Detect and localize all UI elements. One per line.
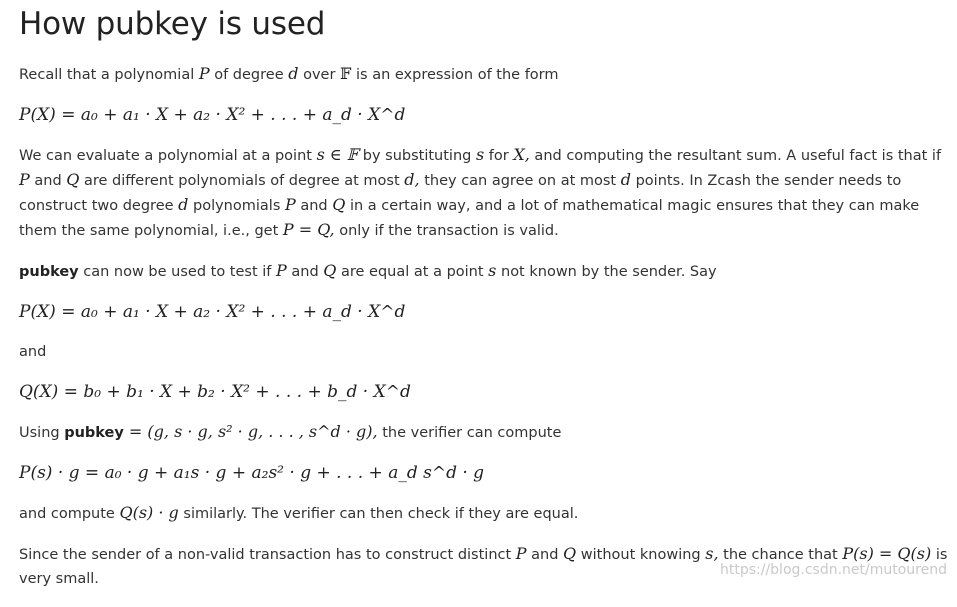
text: over xyxy=(298,67,341,83)
text: are different polynomials of degree at most xyxy=(79,173,405,189)
math-inline: Q xyxy=(66,170,80,189)
math-inline: s xyxy=(475,145,485,164)
text: not known by the sender. Say xyxy=(496,264,717,280)
math-inline: P(s) = Q(s) xyxy=(842,544,932,563)
paragraph-polynomial-definition xyxy=(19,62,949,87)
paragraph-pubkey-test xyxy=(19,259,949,284)
math-inline: P xyxy=(19,170,30,189)
paragraph-compute-q xyxy=(19,501,949,526)
math-inline: d, xyxy=(404,170,420,189)
math-inline: d xyxy=(288,64,299,83)
text: they can agree on at most xyxy=(419,173,621,189)
text: by substituting xyxy=(358,148,476,164)
math-inline: Q xyxy=(323,261,337,280)
text: Using xyxy=(19,425,65,441)
equation-q-of-x: Q(X) = b₀ + b₁ · X + b₂ · X² + . . . + b_d · X^d xyxy=(19,382,411,402)
math-inline: P = Q, xyxy=(282,220,335,239)
text: We can evaluate a polynomial at a point xyxy=(19,148,317,164)
article xyxy=(19,6,949,607)
text: for xyxy=(484,148,514,164)
math-inline: d xyxy=(178,195,189,214)
paragraph-and: and xyxy=(19,344,47,360)
math-inline: Q xyxy=(563,544,577,563)
math-inline: s ∈ 𝔽 xyxy=(316,145,359,164)
text: and computing the resultant sum. A useful fact is that if xyxy=(529,148,942,164)
text: polynomials xyxy=(188,198,285,214)
text: and xyxy=(286,264,324,280)
page-title: How pubkey is used xyxy=(19,6,326,42)
text: of degree xyxy=(209,67,289,83)
watermark-url: https://blog.csdn.net/mutourend xyxy=(719,562,947,578)
text: can now be used to test if xyxy=(78,264,276,280)
math-inline: = (g, s · g, s² · g, . . . , s^d · g), xyxy=(123,422,378,441)
text: without knowing xyxy=(576,547,706,563)
math-inline: Q(s) · g xyxy=(119,503,179,522)
math-inline: s, xyxy=(705,544,719,563)
math-inline: P xyxy=(276,261,287,280)
text: and xyxy=(295,198,333,214)
text: and xyxy=(29,173,67,189)
text: is an expression of the form xyxy=(351,67,559,83)
equation-p-of-s-g: P(s) · g = a₀ · g + a₁s · g + a₂s² · g + . . . + a_d s^d · g xyxy=(19,463,485,483)
bold-term: pubkey xyxy=(64,425,124,441)
text: and compute xyxy=(19,506,120,522)
text: Recall that a polynomial xyxy=(19,67,199,83)
math-inline: P xyxy=(284,195,296,214)
math-inline: s xyxy=(488,261,497,280)
text: are equal at a point xyxy=(336,264,489,280)
equation-p-of-x-2: P(X) = a₀ + a₁ · X + a₂ · X² + . . . + a_d · X^d xyxy=(19,302,406,322)
math-inline: Q xyxy=(332,195,346,214)
text: and xyxy=(526,547,564,563)
text: similarly. The verifier can then check if they are equal. xyxy=(178,506,579,522)
text: the chance that xyxy=(718,547,843,563)
paragraph-using-pubkey xyxy=(19,420,949,445)
equation-p-of-x: P(X) = a₀ + a₁ · X + a₂ · X² + . . . + a_d · X^d xyxy=(19,105,406,125)
paragraph-evaluation xyxy=(19,143,949,243)
text: in a certain way, and a lot of mathematical magic ensures that they can make them the same polynomial, i.e., get xyxy=(19,198,920,239)
math-inline: 𝔽 xyxy=(340,64,352,83)
math-inline: P xyxy=(198,64,210,83)
text: only if the transaction is valid. xyxy=(334,223,559,239)
text: Since the sender of a non-valid transaction has to construct distinct xyxy=(19,547,516,563)
math-inline: P xyxy=(515,544,527,563)
text: points. In Zcash the sender needs to construct two degree xyxy=(19,173,902,214)
text: is very small. xyxy=(19,547,948,587)
math-inline: d xyxy=(620,170,631,189)
bold-term: pubkey xyxy=(19,264,79,280)
math-inline: X, xyxy=(513,145,530,164)
text: the verifier can compute xyxy=(377,425,562,441)
